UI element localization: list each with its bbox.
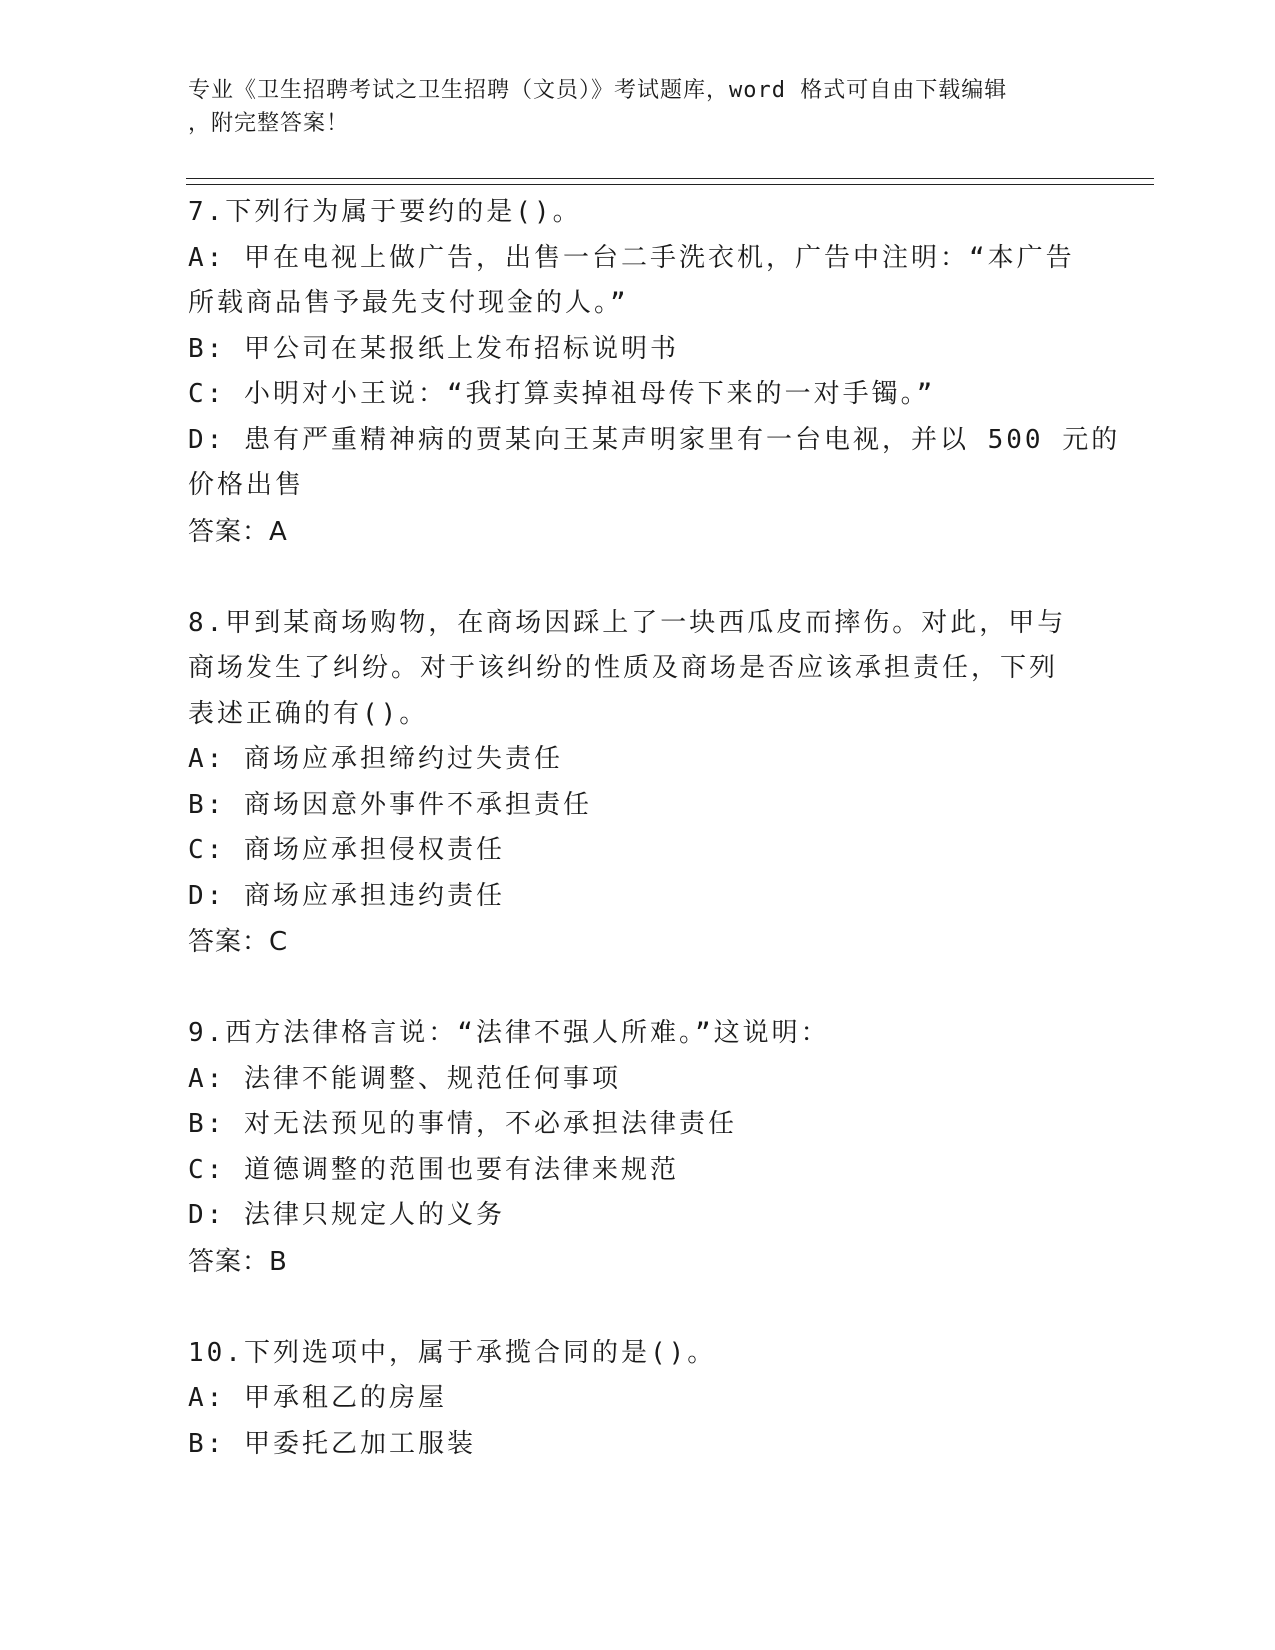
option-d: 价格出售 (188, 470, 305, 500)
option-c: C: 道德调整的范围也要有法律来规范 (188, 1154, 679, 1185)
option-a: 所载商品售予最先支付现金的人。” (188, 288, 629, 318)
question-list (188, 190, 1121, 1513)
option-c: C: 小明对小王说：“我打算卖掉祖母传下来的一对手镯。” (188, 379, 936, 409)
option-b: B: 商场因意外事件不承担责任 (188, 789, 592, 820)
option-c: C: 商场应承担侵权责任 (188, 835, 505, 865)
option-b: B: 甲公司在某报纸上发布招标说明书 (188, 333, 679, 364)
option-d: D: 商场应承担违约责任 (188, 880, 505, 911)
question-stem: 商场发生了纠纷。对于该纠纷的性质及商场是否应该承担责任，下列 (188, 653, 1059, 683)
option-b: B: 甲委托乙加工服装 (188, 1428, 476, 1459)
option-b: B: 对无法预见的事情，不必承担法律责任 (188, 1109, 737, 1139)
option-a: A: 法律不能调整、规范任何事项 (188, 1063, 621, 1094)
answer-key: 答案：B (188, 1246, 288, 1277)
option-a: A: 甲在电视上做广告，出售一台二手洗衣机，广告中注明：“本广告 (188, 242, 1075, 273)
question-stem: 8.甲到某商场购物，在商场因踩上了一块西瓜皮而摔伤。对此，甲与 (188, 607, 1067, 638)
header-line-1: 专业《卫生招聘考试之卫生招聘（文员）》考试题库，word 格式可自由下载编辑 (188, 78, 1008, 103)
option-d: D: 患有严重精神病的贾某向王某声明家里有一台电视，并以 500 元的 (188, 424, 1121, 455)
question-9 (188, 1011, 1088, 1285)
option-d: D: 法律只规定人的义务 (188, 1200, 505, 1230)
option-a: A: 甲承租乙的房屋 (188, 1383, 447, 1413)
question-stem: 9.西方法律格言说：“法律不强人所难。”这说明： (188, 1018, 830, 1048)
header-line-2: ，附完整答案！ (188, 111, 350, 136)
question-8 (188, 601, 1088, 966)
question-stem: 10.下列选项中，属于承揽合同的是()。 (188, 1337, 717, 1368)
document-header (188, 74, 1068, 140)
question-stem: 7.下列行为属于要约的是()。 (188, 197, 582, 227)
answer-key: 答案：C (188, 927, 289, 957)
header-divider-top (186, 178, 1154, 179)
question-stem: 表述正确的有()。 (188, 698, 429, 729)
question-10 (188, 1331, 1088, 1468)
header-divider-bottom (186, 184, 1154, 185)
answer-key: 答案：A (188, 516, 288, 547)
question-7 (188, 190, 1121, 555)
option-a: A: 商场应承担缔约过失责任 (188, 744, 563, 774)
